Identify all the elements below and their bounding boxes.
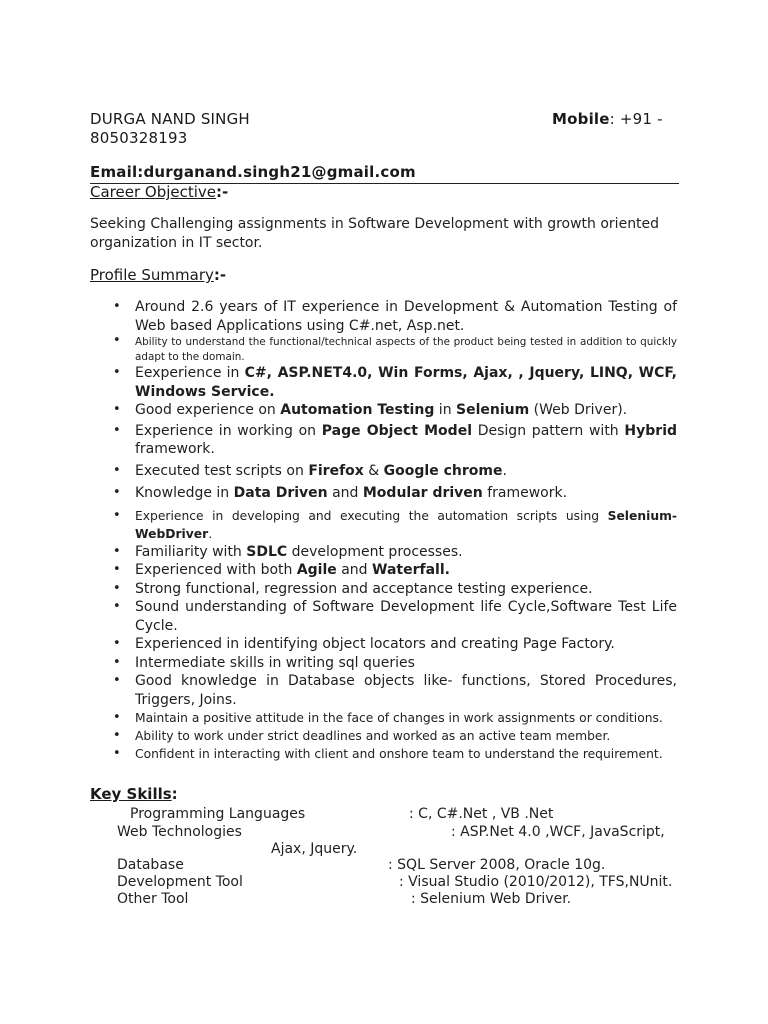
phone-number: 8050328193 bbox=[90, 129, 188, 147]
list-item: • Ability to work under strict deadlines and worked as an active team member. bbox=[135, 727, 677, 745]
list-item: • Eexperience in C#, ASP.NET4.0, Win Forms, Ajax, , Jquery, LINQ, WCF, Windows Service. bbox=[135, 364, 677, 401]
list-item: • Good experience on Automation Testing in Selenium (Web Driver). bbox=[135, 401, 677, 420]
skill-value-web-cont: Ajax, Jquery. bbox=[271, 841, 358, 857]
email-line[interactable]: Email:durganand.singh21@gmail.com bbox=[90, 163, 416, 181]
key-skills-heading: Key Skills: bbox=[90, 785, 178, 803]
list-item: • Strong functional, regression and acceptance testing experience. bbox=[135, 580, 677, 599]
list-item: • Experienced in identifying object locators and creating Page Factory. bbox=[135, 635, 677, 654]
skill-value-othertool: : Selenium Web Driver. bbox=[411, 891, 572, 907]
list-item: • Around 2.6 years of IT experience in Development & Automation Testing of Web based Applications using C#.net, Asp.net. bbox=[135, 298, 677, 335]
candidate-name: DURGA NAND SINGH bbox=[90, 110, 250, 128]
list-item: • Familiarity with SDLC development processes. bbox=[135, 543, 677, 562]
skill-value-devtool: : Visual Studio (2010/2012), TFS,NUnit. bbox=[399, 874, 673, 890]
career-objective-text: Seeking Challenging assignments in Software Development with growth oriented organization in IT sector. bbox=[90, 216, 660, 251]
mobile-separator: : +91 - bbox=[609, 110, 663, 128]
skill-value-database: : SQL Server 2008, Oracle 10g. bbox=[388, 857, 606, 873]
skill-label-database: Database bbox=[117, 857, 184, 873]
career-objective-heading: Career Objective:- bbox=[90, 183, 229, 201]
skill-value-web: : ASP.Net 4.0 ,WCF, JavaScript, bbox=[451, 824, 665, 840]
list-item: • Intermediate skills in writing sql queries bbox=[135, 654, 677, 673]
list-item: • Ability to understand the functional/technical aspects of the product being tested in addition to quickly adapt to the domain. bbox=[135, 335, 677, 364]
skill-value-programming: : C, C#.Net , VB .Net bbox=[409, 806, 554, 822]
list-item: • Experience in developing and executing the automation scripts using Selenium-WebDriver. bbox=[135, 507, 677, 543]
list-item: • Knowledge in Data Driven and Modular driven framework. bbox=[135, 484, 677, 503]
mobile-line bbox=[552, 110, 663, 128]
skill-label-devtool: Development Tool bbox=[117, 874, 243, 890]
list-item: • Confident in interacting with client and onshore team to understand the requirement. bbox=[135, 745, 677, 763]
profile-summary-list bbox=[135, 298, 677, 763]
mobile-label: Mobile bbox=[552, 110, 610, 128]
skill-label-programming: Programming Languages bbox=[130, 806, 306, 822]
list-item: • Executed test scripts on Firefox & Google chrome. bbox=[135, 462, 677, 481]
list-item: • Experienced with both Agile and Waterfall. bbox=[135, 561, 677, 580]
skill-label-web: Web Technologies bbox=[117, 824, 242, 840]
profile-summary-heading: Profile Summary:- bbox=[90, 266, 227, 284]
list-item: • Good knowledge in Database objects like- functions, Stored Procedures, Triggers, Joins. bbox=[135, 672, 677, 709]
list-item: • Sound understanding of Software Development life Cycle,Software Test Life Cycle. bbox=[135, 598, 677, 635]
list-item: • Maintain a positive attitude in the face of changes in work assignments or conditions. bbox=[135, 709, 677, 727]
skill-label-othertool: Other Tool bbox=[117, 891, 189, 907]
list-item: • Experience in working on Page Object Model Design pattern with Hybrid framework. bbox=[135, 422, 677, 459]
